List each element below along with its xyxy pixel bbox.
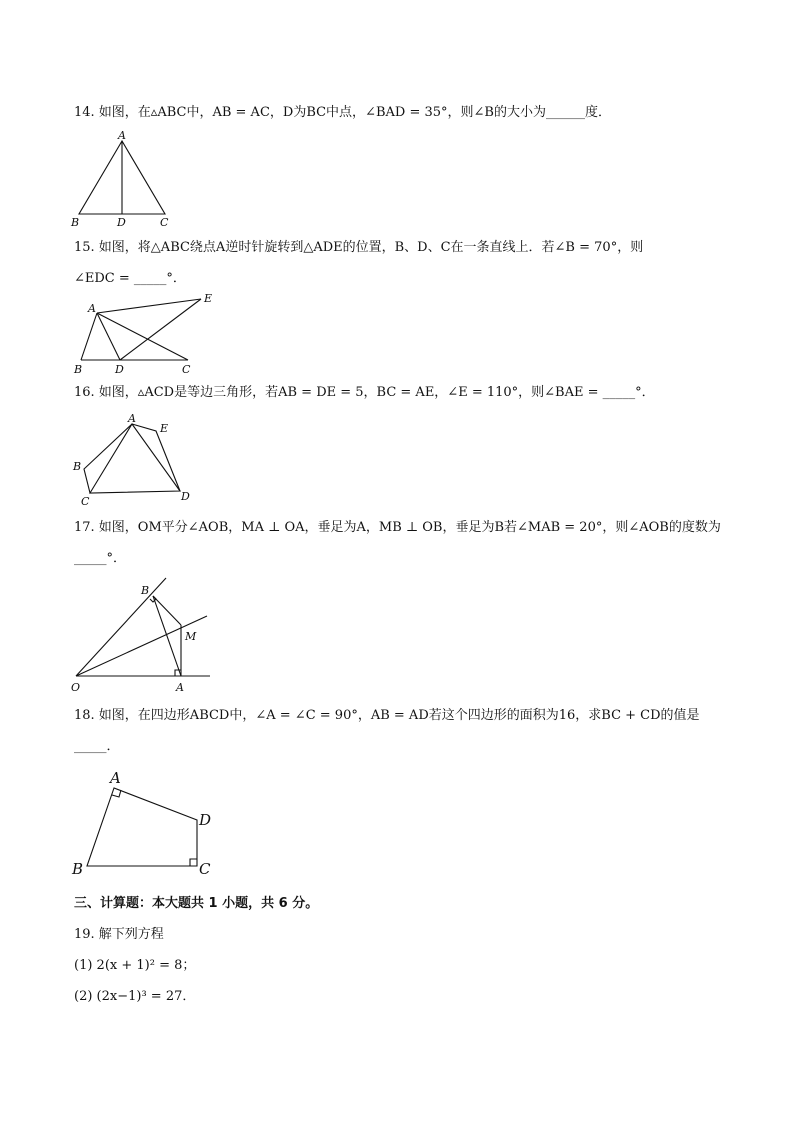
question-19-part-1: (1) 2(x + 1)² = 8； xyxy=(74,958,196,973)
label-d: D xyxy=(181,490,190,503)
question-15-text: 15. 如图，将△ABC绕点A逆时针旋转到△ADE的位置，B、D、C在一条直线上．若∠B = 70°，则 xyxy=(74,240,644,255)
question-15-text-2: ∠EDC = _____°． xyxy=(74,271,186,286)
label-b: B xyxy=(74,363,83,376)
label-c: C xyxy=(199,860,211,878)
label-d: D xyxy=(199,811,212,829)
label-b: B xyxy=(71,216,80,229)
label-b: B xyxy=(73,460,82,473)
right-angle-mark-c xyxy=(190,859,197,866)
label-m: M xyxy=(185,630,197,643)
label-c: C xyxy=(160,216,169,229)
label-a: A xyxy=(118,129,126,142)
label-d: D xyxy=(115,363,124,376)
quadrilateral-abcd xyxy=(87,788,197,866)
label-a: A xyxy=(110,769,121,787)
label-e: E xyxy=(204,292,213,305)
label-c: C xyxy=(81,495,90,508)
label-o: O xyxy=(71,681,81,694)
question-17-text-2: _____°． xyxy=(74,551,127,566)
label-c: C xyxy=(182,363,191,376)
question-19-text: 19. 解下列方程 xyxy=(74,927,164,942)
label-a: A xyxy=(128,412,136,425)
question-17-text: 17. 如图，OM平分∠AOB，MA ⊥ OA，垂足为A，MB ⊥ OB，垂足为B若∠MAB = 20°，则∠AOB的度数为 xyxy=(74,520,721,535)
label-b: B xyxy=(72,860,84,878)
section-3-heading: 三、计算题：本大题共 1 小题，共 6 分。 xyxy=(74,896,319,911)
question-14-text: 14. 如图，在▵ABC中，AB = AC，D为BC中点，∠BAD = 35°，则∠B的大小为______度． xyxy=(74,105,611,120)
question-18-text-2: _____． xyxy=(74,739,120,754)
question-19-part-2: (2) (2x−1)³ = 27． xyxy=(74,989,196,1004)
question-18-text: 18. 如图，在四边形ABCD中，∠A = ∠C = 90°，AB = AD若这个四边形的面积为16，求BC + CD的值是 xyxy=(74,708,700,723)
label-b: B xyxy=(141,584,150,597)
label-a: A xyxy=(176,681,184,694)
label-e: E xyxy=(160,422,169,435)
label-d: D xyxy=(117,216,126,229)
question-16-text: 16. 如图，▵ACD是等边三角形，若AB = DE = 5，BC = AE，∠E = 110°，则∠BAE = _____°． xyxy=(74,385,655,400)
label-a: A xyxy=(88,302,96,315)
